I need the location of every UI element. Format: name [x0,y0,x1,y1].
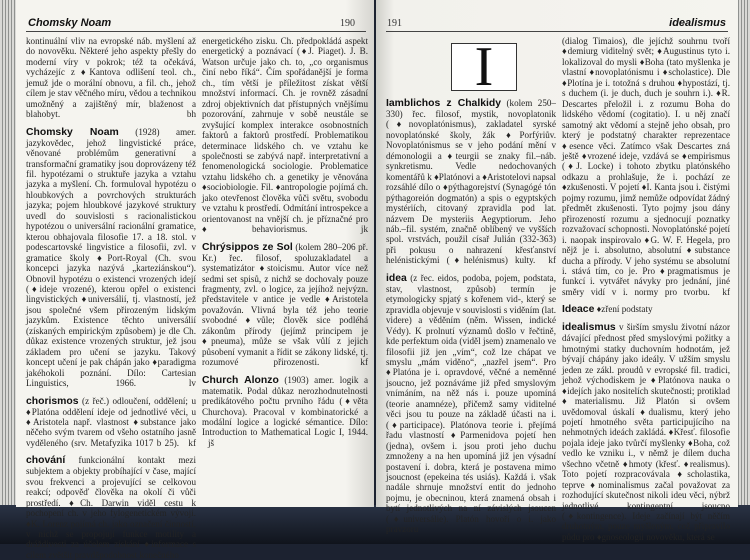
entry-body: (kolem 280–206 př. Kr.) řec. filosof, spoluzakladatel a systematizátor ♦stoicismu. Autor více než sedmi set spisů, z nichž se dochovaly pouze fragmenty, zvl. o logice, za jejíhož nejvýzn. představitele v antice je vedle ♦Aristotela považován. Vlivná byla též jeho teorie svobodné ♦vůle; člověk sice podléhá zákonům přírody (jejímž principem je ♦pneuma), může se však vůlí z jejich působení vymanit a řídit se zákony lidské, tj. rozumové přirozenosti. [202,241,368,368]
author-initials: kf [360,357,368,368]
dictionary-entry [202,375,368,449]
dictionary-entry [26,455,196,560]
author-initials: lv [188,378,196,389]
author-initials: jk [360,224,368,235]
running-header-title: Chomsky Noam [28,17,112,29]
author-initials: jš [208,437,215,448]
text-column [386,98,556,535]
author-initials: kf [548,255,556,266]
entry-headword: Chomsky Noam [26,126,119,138]
dictionary-entry [26,396,196,449]
dictionary-entry [562,304,730,315]
dictionary-entry [562,322,730,542]
entry-headword: idealismus [562,322,616,334]
entry-body: ♦zření podstaty [596,304,653,315]
entry-body: (z řeč.) odloučení, oddělení; u ♦Platóna oddělení ideje od jednotlivé věci, u ♦Aristotela např. vlastnost ♦substance jako něčeho svým tvarem od všeho ostatního jasně vyděleného (srv. Metafyzika 1017 b 25). [26,395,196,448]
running-header-title: idealismus [669,17,726,29]
text-column [562,36,730,542]
entry-headword: Ideace [562,304,595,316]
entry-body: (z řec. eidos, podoba, pojem, podstata, stav, vlastnost, způsob) termín je etymologicky spjatý s kořenem vid-, který se zpravidla objevuje v souvislosti s viděním (lat. videre) a věděním (něm. Wissen, indické Védy). K prolnutí významů došlo v řečtině, kde perfektum oida (viděl jsem) znamenalo ve filosofii již jen „vím“, což lze chápat ve smyslu „mám viděno“, „nazřel jsem“. Pro ♦Platóna je i. opravdové, věčné a neměnné jsoucno, jež poznáváme již před smyslovým vnímáním, na něž nás i. pouze upomíná (teorie anamnéze), přičemž samy viditelné věci jsou tu pouze na základě účasti na i. (♦participace). Platónova teorie i. přejímá řadu vlastností ♦Parmenidova pojetí hen (jedna), ovšem i. jsou proti jeho duchu zmnoženy a na hen upomíná již jen výsadní postavení i. dobra, která je postavena mimo jsoucnost (epekeina tés usiás). Každá i. však nadále shrnuje množství entit do jednoho pojmu, je obecninou, která znamená obsah i bytí jednotlivých na ní závislých jsoucen (♦universálie). Platón hovoří o i. jako pravzoru [386,272,556,535]
book-page-edges-right [738,0,750,508]
dictionary-entry [386,98,556,266]
author-initials: bh [186,109,196,120]
header-rule [26,31,366,32]
entry-headword: chování [26,455,66,467]
book-page-edges-left [0,0,16,508]
entry-body: (dialog Timaios), dle jejíchž souhrnu tvoří ♦demiurg viditelný svět; ♦Augustinus tyto i. lokalizoval do mysli ♦Boha (tato myšlenka je vlastní ♦novoplatónismu i ♦scholastice). Dle ♦Plotína je i. totožná s druhou ♦hypostází, tj. s duchem (i. je duch, duch je souhrn i.). ♦R. Descartes přeložil i. z rozumu Boha do lidského vědomí (cogitatio). I. u něj značí samotný akt vědomí a stejně jeho obsah, pro který je podstatný charakter reprezentace ♦esence věci. Zatímco však Descartes zná ještě ♦vrozené ideje, vzdává se ♦empirismus (♦J. Locke) i tohoto zbytku platónského odkazu a prohlašuje, že i. pochází ze ♦zkušenosti. V pojetí ♦I. Kanta jsou i. čistými pojmy rozumu, jimž nemůže odpovídat žádný předmět zkušenosti. Tyto pojmy jsou dány přirozeností rozumu a sjednocují poznatky rozvažovací schopnosti. Novoplatónské pojetí i. naopak inspirovalo ♦G. W. F. Hegela, pro nějž je i. absolutno, absolutní ♦substance ducha a přírody. V jeho systému se absolutní i. stává tím, co je. Pro ♦pragmatismus je funkcí i. vytvářet návyky pro jednání, jiné směry vidí v i. normy pro tvorbu. [562,36,730,297]
entry-body: funkcionální kontakt mezi subjektem a objekty probíhající v čase, mající svou frekvenci a projevující se celkovou reakcí; odpověď člověka na okolí či vůči prostředí. ♦Ch. Darwin viděl cestu k pochopení ch. v jeho fylogenetickém vývoji. ♦K. Lorenz pojímá ch. jako označení činností, v nichž se propojují funkce motility a dráždivosti za účelem získání ♦informace s cílem zvětšit pravděpodobnost konečného [26,455,196,560]
entry-headword: Church Alonzo [202,374,279,386]
section-letter: I [451,43,517,91]
entry-headword: idea [386,272,407,284]
dictionary-entry [386,273,556,535]
author-initials: kf [722,286,730,297]
text-column [26,36,196,560]
left-page [16,0,374,560]
dictionary-entry [202,242,368,368]
text-column [202,36,368,496]
dictionary-entry [26,127,196,389]
entry-continuation [202,36,368,235]
entry-headword: Iamblichos z Chalkidy [386,98,502,109]
entry-body: energetického zisku. Ch. předpokládá aspekt energetický a poznávací (♦J. Piaget). J. B. Watson určuje jako ch. to, „co organismus činí nebo říká“. Čím spořádanější je forma ch., tím větší je příležitost získat větší množství informací. Ch. je rovněž zásadní zdroj objektivních dat přístupných vnějšímu pozorování, zahrnuje v sobě neustále se zvyšující komplex interakce osobnostních faktorů a faktorů prostředí. Problematikou determinace lidského ch. ve vztahu ke společnosti se zabývá např. interpretativní a fenomenologická sociologie. Problematice vztahu lidského ch. a genetiky je věnována ♦sociobiologie. Fil. ♦antropologie pojímá ch. jako otevřenost člověka vůči světu, svobodu ve vztahu k prostředí. Odmítání introspekce a orientovanost na vnější ch. je příznačné pro ♦behaviorismus. [202,36,368,235]
entry-continuation [562,36,730,297]
entry-body: kontinuální vliv na evropské náb. myšlení až do novověku. Některé jeho aspekty přešly do moderní víry v pokrok; též ta očekává, vycházejíc z ♦Kantova odlišení teol. ch., jemuž jde o morální obnovu, a fil. ch., jehož cílem je stav věčného míru, vědou a technikou umožněný a zajištěný mír, blaženost a blahobyt. [26,36,196,120]
page-number: 190 [340,18,355,29]
entry-continuation [26,36,196,120]
entry-body: (1903) amer. logik a matematik. Podal důkaz nerozhodnutelnosti predikátového počtu prvního řádu (♦věta Churchova). Pracoval v kombinatorické a modální logice a logické sémantice. Dílo: Introduction to Mathematical Logic I, 1944. [202,374,368,438]
entry-body: (1928) amer. jazykovědec, jehož lingvistické práce, věnované problémům generativní a transformační gramatiky jsou doprovázeny též fil. hypotézami o struktuře jazyka a vztahu jazyka a myšlení. Ch. formuloval hypotézu o hloubkových a povrchových strukturách jazyka; pojem hloubkové jazykové struktury uvedl do souvislosti s racionalistickou hypotézou o universální racionální gramatice, kterou obhajovala filosofie 17. a 18. stol. v podescartovské lingvistice a filosofii, zvl. v gramatice školy ♦Port-Royal (Ch. svou koncepci jazyka nazývá „karteziánskou“). Obnovil hypotézu o existenci vrozených idejí (♦ideje vrozené), kterou opřel o existenci lingvistických ♦universálií, tj. vlastností, jež jsou společné všem přirozeným lidským jazykům. Existence těchto universálií (získaných empirickým způsobem) je dle Ch. důkaz existence vrozených struktur, jež jsou základem pro učení se jazyku. Takový koncept učení je pak chápán jako ♦paradigma jakéhokoli poznání. Dílo: Cartesian Linguistics, 1966. [26,126,196,389]
page-number: 191 [387,18,402,29]
author-initials: kf [188,437,196,448]
entry-headword: Chrýsippos ze Sol [202,241,293,253]
header-rule [386,31,728,32]
right-page [376,0,738,542]
entry-body: (kolem 250–330) řec. filosof, mystik, novoplatonik (♦novoplatónismus), zakladatel syrské novoplatónské školy, žák ♦Porfýriův. Novoplatónismus se v jeho podání mění v démonologii a ♦teurgii se znaky fil.–náb. synkretismu. Vedle nedochovaných komentářů k ♦Platónovi a ♦Aristotelovi napsal rozsáhlé dílo o ♦pýthagorejství (Synagógé tón pýthagoreión dogmatón) a spis o egyptských mystériích, citovaný zpravidla pod lat. názvem De mysteriis Aegyptiorum. Jeho náb.–fil. systém, značně oblíbený ve vyšších spol. vrstvách, použil císař Julián (332-363) při pokusu o nahrazení křesťanství helénistickými (♦helénismus) kulty. [386,98,556,266]
entry-headword: chorismos [26,395,79,407]
entry-body: v širším smyslu životní názor dávající přednost před smyslovými požitky a hmotnými statky duchovním hodnotám, jež bývají chápány jako ideály. V užším smyslu jeden ze zákl. proudů v evropské fil. tradici, jehož východiskem je ♦Platónova nauka o ♦idejích jako nositelích skutečnosti; protiklad ♦materialismu. Již Platón si ovšem uvědomoval úskalí ♦dualismu, který jeho pojetí hmotného světa participujícího na nehmotných ideách zakládá. ♦Křesť. filosofie pojala ideje jako tvůrčí myšlenky ♦Boha, což vedlo ke vzniku i., v němž je dílem ducha všechno včetně ♦hmoty (křesť. ♦realismus). Toto pojetí rozpracovávala ♦scholastika, teprve ♦nominalismus začal považovat za rozhodující skutečnost nikoli ideu věci, nýbrž jednotlivé kontingentní jsoucno (♦kontingence). Ideje začínají být něčím druhotným, pouze myšleným, což připravilo půdu pro ♦gnoseologii novověku, která se [562,322,730,542]
